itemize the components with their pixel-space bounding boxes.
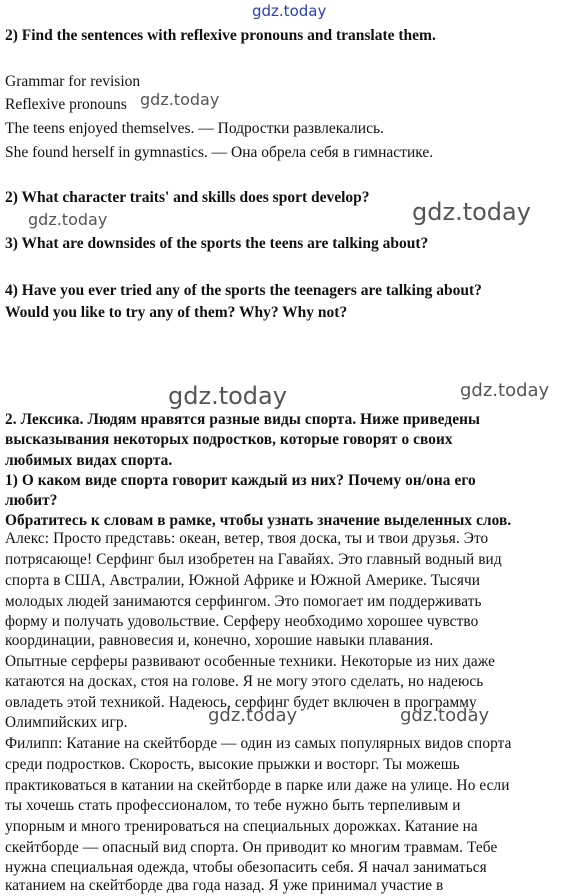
section-heading: любимых видах спорта. xyxy=(5,452,173,469)
watermark: gdz.today xyxy=(28,210,108,229)
body-line: скейтборде — опасный вид спорта. Он приводит ко многим травмам. Тебе xyxy=(5,839,498,856)
body-line: среди подростков. Скорость, высокие прыжки и восторг. Ты можешь xyxy=(5,756,460,773)
watermark: gdz.today xyxy=(168,382,287,410)
body-line: молодых людей занимаются серфингом. Это помогает им поддерживать xyxy=(5,593,482,610)
body-line: Алекс: Просто представь: океан, ветер, твоя доска, ты и твои друзья. Это xyxy=(5,530,489,547)
question-downsides: 3) What are downsides of the sports the teens are talking about? xyxy=(5,235,429,252)
body-line: Олимпийских игр. xyxy=(5,714,128,731)
body-line: овладеть этой техникой. Надеюсь, серфинг будет включен в программу xyxy=(5,694,477,711)
question-tried: 4) Have you ever tried any of the sports the teenagers are talking about? xyxy=(5,282,482,299)
body-line: практиковаться в катании на скейтборде в парке или даже на улице. Но если xyxy=(5,777,510,794)
section-question: 1) О каком виде спорта говорит каждый из них? Почему он/она его xyxy=(5,472,476,489)
section-instruction: Обратитесь к словам в рамке, чтобы узнать значение выделенных слов. xyxy=(5,512,512,529)
reflexive-title: Reflexive pronouns xyxy=(5,96,127,113)
body-line: Филипп: Катание на скейтборде — один из самых популярных видов спорта xyxy=(5,735,512,752)
example-sentence: She found herself in gymnastics. — Она обрела себя в гимнастике. xyxy=(5,144,434,161)
question-traits: 2) What character traits' and skills does sport develop? xyxy=(5,189,370,206)
body-line: координации, равновесия и, конечно, хорошие навыки плавания. xyxy=(5,632,434,649)
watermark: gdz.today xyxy=(400,705,490,726)
task-heading: 2) Find the sentences with reflexive pronouns and translate them. xyxy=(5,27,436,44)
question-tried: Would you like to try any of them? Why? Why not? xyxy=(5,304,348,321)
section-heading: высказывания некоторых подростков, которые говорят о своих xyxy=(5,431,453,448)
watermark: gdz.today xyxy=(140,90,220,109)
body-line: форму и получать удовольствие. Серферу необходимо хорошее чувство xyxy=(5,613,479,630)
watermark-top: gdz.today xyxy=(252,2,327,20)
body-line: потрясающе! Серфинг был изобретен на Гавайях. Это главный водный вид xyxy=(5,551,502,568)
grammar-title: Grammar for revision xyxy=(5,73,141,90)
watermark: gdz.today xyxy=(208,705,298,726)
section-heading: 2. Лексика. Людям нравятся разные виды спорта. Ниже приведены xyxy=(5,411,481,428)
watermark: gdz.today xyxy=(412,198,531,226)
body-line: катанием на скейтборде два года назад. Я уже принимал участие в xyxy=(5,877,444,894)
body-line: упорным и много тренироваться на специальных дорожках. Катание на xyxy=(5,818,478,835)
body-line: Опытные серферы развивают особенные техники. Некоторые из них даже xyxy=(5,653,496,670)
body-line: спорта в США, Австралии, Южной Африке и Южной Америке. Тысячи xyxy=(5,572,481,589)
section-question: любит? xyxy=(5,492,58,509)
body-line: ты хочешь стать профессионалом, то тебе нужно быть терпеливым и xyxy=(5,797,461,814)
watermark: gdz.today xyxy=(460,380,550,401)
example-sentence: The teens enjoyed themselves. — Подростки развлекались. xyxy=(5,120,384,137)
body-line: нужна специальная одежда, чтобы обезопасить себя. Я начал заниматься xyxy=(5,859,487,876)
body-line: катаются на досках, стоя на голове. Я не могу этого сделать, но надеюсь xyxy=(5,673,484,690)
